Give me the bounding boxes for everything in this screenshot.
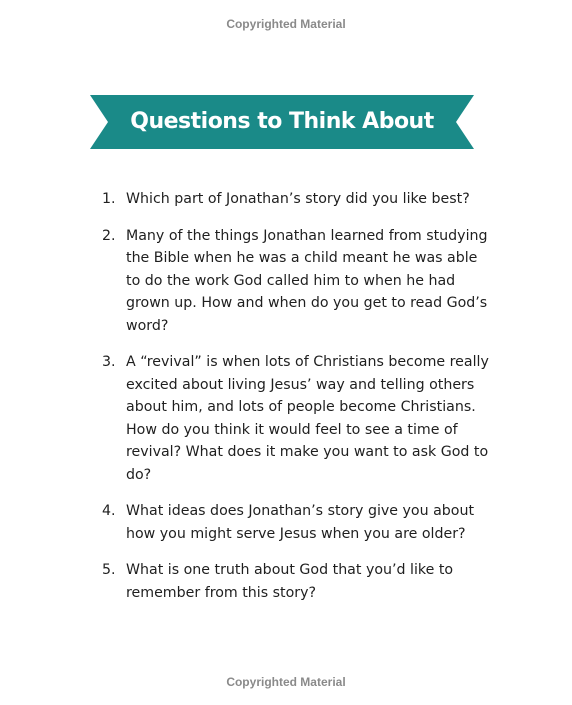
question-number: 1. — [102, 191, 116, 207]
question-number: 3. — [102, 354, 116, 370]
copyright-watermark-top: Copyrighted Material — [226, 17, 346, 31]
question-list — [102, 188, 492, 618]
copyright-watermark-bottom: Copyrighted Material — [226, 675, 346, 689]
question-number: 4. — [102, 503, 116, 519]
list-item — [102, 500, 492, 545]
question-text: What ideas does Jonathan’s story give you about how you might serve Jesus when you are older? — [126, 503, 475, 542]
question-text: What is one truth about God that you’d like to remember from this story? — [126, 562, 454, 601]
section-banner — [90, 95, 474, 149]
question-text: Many of the things Jonathan learned from studying the Bible when he was a child meant he was able to do the work God called him to when he had grown up. How and when do you get to read God’s word? — [126, 227, 488, 334]
list-item — [102, 225, 492, 338]
question-text: Which part of Jonathan’s story did you like best? — [126, 191, 470, 207]
question-text: A “revival” is when lots of Christians become really excited about living Jesus’ way and telling others about him, and lots of people become Christians. How do you think it would feel to see a time of revival? What does it make you want to ask God to do? — [126, 354, 489, 483]
question-number: 2. — [102, 227, 116, 244]
page-title: Questions to Think About — [130, 109, 434, 134]
list-item — [102, 188, 492, 211]
list-item — [102, 351, 492, 486]
question-number: 5. — [102, 562, 116, 578]
list-item — [102, 559, 492, 604]
